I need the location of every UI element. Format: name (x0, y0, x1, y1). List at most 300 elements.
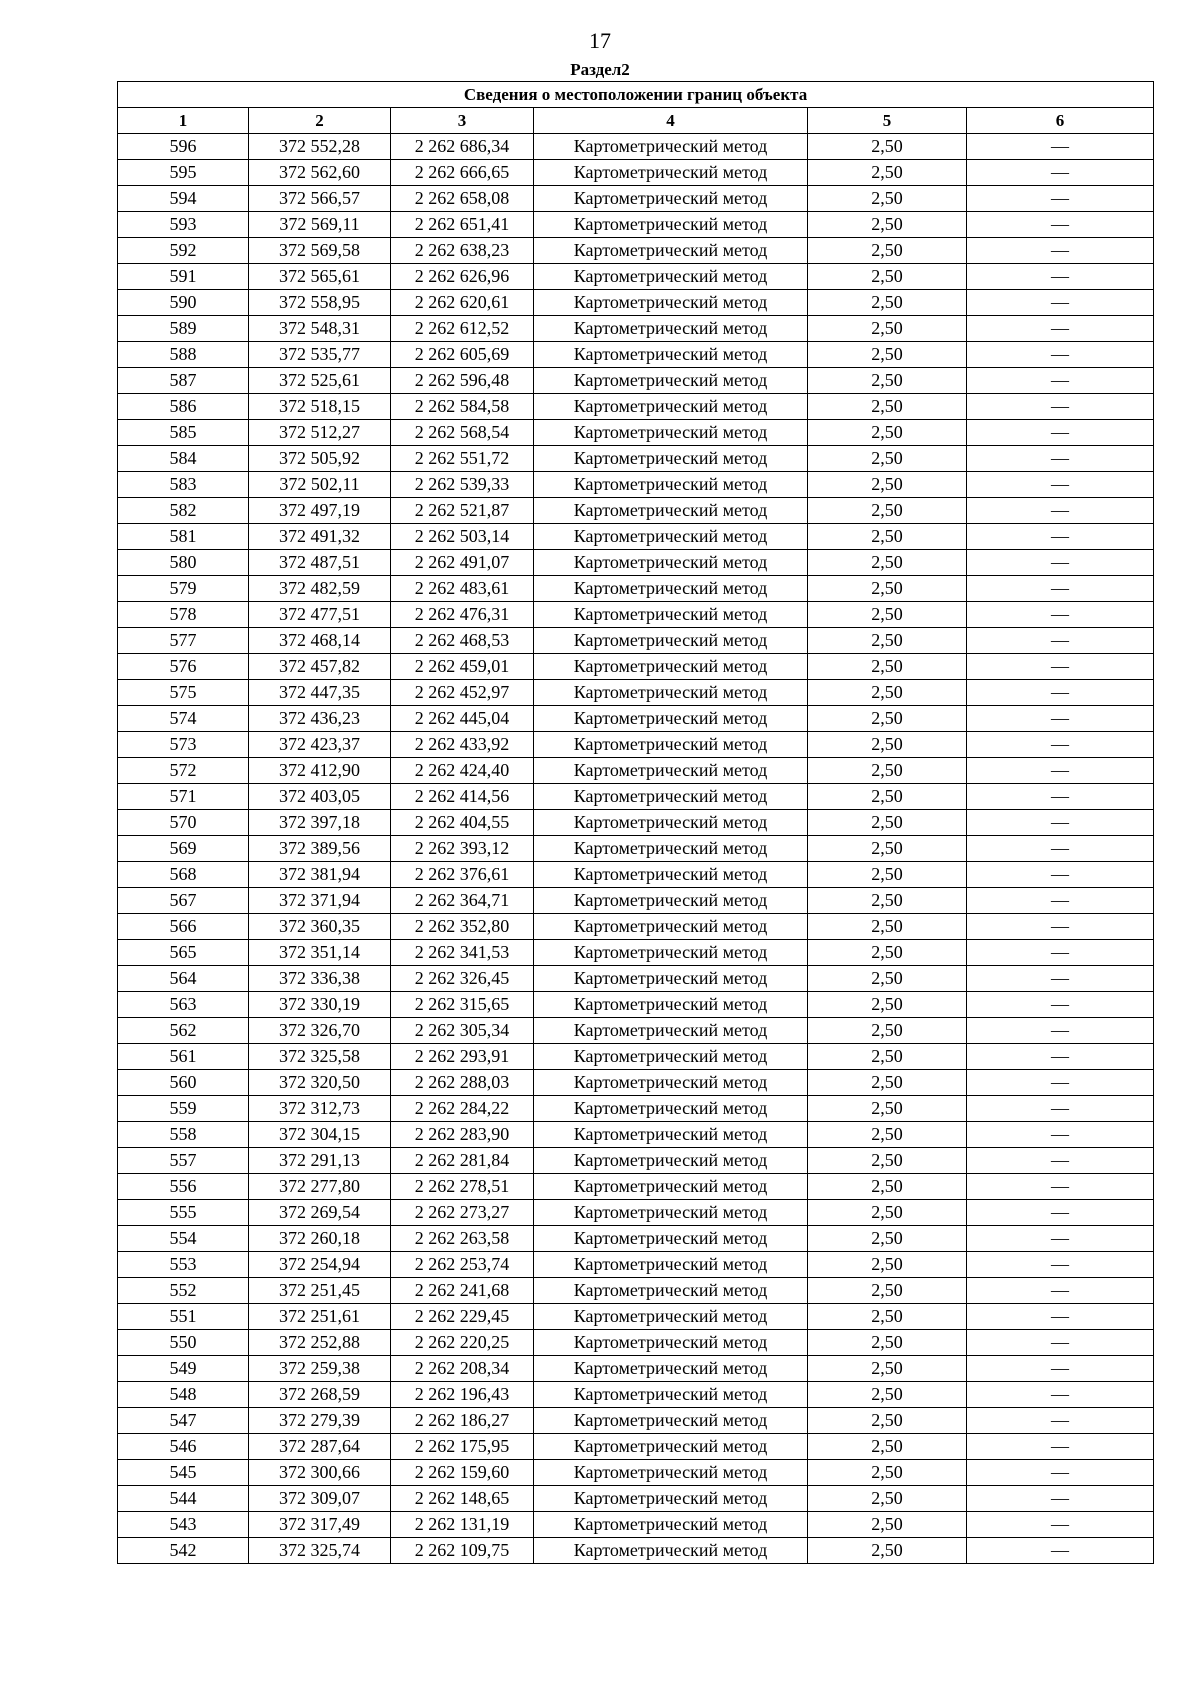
note-cell: — (967, 940, 1154, 966)
accuracy-cell: 2,50 (808, 602, 967, 628)
point-number-cell: 594 (118, 186, 249, 212)
accuracy-cell: 2,50 (808, 1044, 967, 1070)
table-row (118, 1486, 1154, 1512)
note-cell: — (967, 524, 1154, 550)
y-coordinate-cell: 2 262 521,87 (391, 498, 534, 524)
accuracy-cell: 2,50 (808, 1226, 967, 1252)
table-row (118, 134, 1154, 160)
x-coordinate-cell: 372 381,94 (249, 862, 391, 888)
table-row (118, 914, 1154, 940)
x-coordinate-cell: 372 569,58 (249, 238, 391, 264)
x-coordinate-cell: 372 518,15 (249, 394, 391, 420)
table-row (118, 1382, 1154, 1408)
table-row (118, 1200, 1154, 1226)
method-cell: Картометрический метод (534, 1070, 808, 1096)
y-coordinate-cell: 2 262 620,61 (391, 290, 534, 316)
method-cell: Картометрический метод (534, 758, 808, 784)
point-number-cell: 571 (118, 784, 249, 810)
table-row (118, 576, 1154, 602)
y-coordinate-cell: 2 262 612,52 (391, 316, 534, 342)
note-cell: — (967, 862, 1154, 888)
point-number-cell: 550 (118, 1330, 249, 1356)
method-cell: Картометрический метод (534, 1278, 808, 1304)
accuracy-cell: 2,50 (808, 758, 967, 784)
x-coordinate-cell: 372 512,27 (249, 420, 391, 446)
table-row (118, 1434, 1154, 1460)
y-coordinate-cell: 2 262 503,14 (391, 524, 534, 550)
note-cell: — (967, 550, 1154, 576)
table-row (118, 602, 1154, 628)
note-cell: — (967, 706, 1154, 732)
accuracy-cell: 2,50 (808, 888, 967, 914)
accuracy-cell: 2,50 (808, 472, 967, 498)
table-row (118, 420, 1154, 446)
note-cell: — (967, 758, 1154, 784)
page-number: 17 (589, 28, 611, 53)
method-cell: Картометрический метод (534, 550, 808, 576)
note-cell: — (967, 264, 1154, 290)
table-row (118, 394, 1154, 420)
y-coordinate-cell: 2 262 278,51 (391, 1174, 534, 1200)
accuracy-cell: 2,50 (808, 160, 967, 186)
accuracy-cell: 2,50 (808, 992, 967, 1018)
point-number-cell: 586 (118, 394, 249, 420)
note-cell: — (967, 1304, 1154, 1330)
y-coordinate-cell: 2 262 596,48 (391, 368, 534, 394)
x-coordinate-cell: 372 268,59 (249, 1382, 391, 1408)
note-cell: — (967, 186, 1154, 212)
point-number-cell: 543 (118, 1512, 249, 1538)
table-caption: Сведения о местоположении границ объекта (118, 82, 1154, 108)
y-coordinate-cell: 2 262 229,45 (391, 1304, 534, 1330)
y-coordinate-cell: 2 262 445,04 (391, 706, 534, 732)
point-number-cell: 546 (118, 1434, 249, 1460)
x-coordinate-cell: 372 482,59 (249, 576, 391, 602)
method-cell: Картометрический метод (534, 1018, 808, 1044)
note-cell: — (967, 1018, 1154, 1044)
note-cell: — (967, 342, 1154, 368)
x-coordinate-cell: 372 502,11 (249, 472, 391, 498)
table-row (118, 524, 1154, 550)
accuracy-cell: 2,50 (808, 862, 967, 888)
point-number-cell: 547 (118, 1408, 249, 1434)
table-row (118, 1174, 1154, 1200)
x-coordinate-cell: 372 326,70 (249, 1018, 391, 1044)
table-row (118, 940, 1154, 966)
note-cell: — (967, 654, 1154, 680)
method-cell: Картометрический метод (534, 1044, 808, 1070)
note-cell: — (967, 1226, 1154, 1252)
y-coordinate-cell: 2 262 424,40 (391, 758, 534, 784)
table-row (118, 472, 1154, 498)
point-number-cell: 563 (118, 992, 249, 1018)
accuracy-cell: 2,50 (808, 1070, 967, 1096)
y-coordinate-cell: 2 262 376,61 (391, 862, 534, 888)
y-coordinate-cell: 2 262 476,31 (391, 602, 534, 628)
column-header: 5 (808, 108, 967, 134)
y-coordinate-cell: 2 262 651,41 (391, 212, 534, 238)
method-cell: Картометрический метод (534, 394, 808, 420)
note-cell: — (967, 498, 1154, 524)
method-cell: Картометрический метод (534, 1356, 808, 1382)
y-coordinate-cell: 2 262 584,58 (391, 394, 534, 420)
table-row (118, 810, 1154, 836)
accuracy-cell: 2,50 (808, 1330, 967, 1356)
accuracy-cell: 2,50 (808, 1122, 967, 1148)
x-coordinate-cell: 372 436,23 (249, 706, 391, 732)
point-number-cell: 588 (118, 342, 249, 368)
method-cell: Картометрический метод (534, 654, 808, 680)
table-body (118, 134, 1154, 1564)
method-cell: Картометрический метод (534, 1538, 808, 1564)
note-cell: — (967, 420, 1154, 446)
x-coordinate-cell: 372 252,88 (249, 1330, 391, 1356)
accuracy-cell: 2,50 (808, 1486, 967, 1512)
column-header: 4 (534, 108, 808, 134)
x-coordinate-cell: 372 312,73 (249, 1096, 391, 1122)
accuracy-cell: 2,50 (808, 836, 967, 862)
y-coordinate-cell: 2 262 305,34 (391, 1018, 534, 1044)
x-coordinate-cell: 372 300,66 (249, 1460, 391, 1486)
table-caption-row (118, 82, 1154, 108)
table-row (118, 368, 1154, 394)
point-number-cell: 576 (118, 654, 249, 680)
x-coordinate-cell: 372 291,13 (249, 1148, 391, 1174)
y-coordinate-cell: 2 262 352,80 (391, 914, 534, 940)
x-coordinate-cell: 372 309,07 (249, 1486, 391, 1512)
note-cell: — (967, 1434, 1154, 1460)
table-row (118, 1148, 1154, 1174)
point-number-cell: 592 (118, 238, 249, 264)
note-cell: — (967, 628, 1154, 654)
x-coordinate-cell: 372 325,74 (249, 1538, 391, 1564)
table-row (118, 1512, 1154, 1538)
note-cell: — (967, 836, 1154, 862)
note-cell: — (967, 1460, 1154, 1486)
x-coordinate-cell: 372 403,05 (249, 784, 391, 810)
note-cell: — (967, 1252, 1154, 1278)
y-coordinate-cell: 2 262 605,69 (391, 342, 534, 368)
note-cell: — (967, 1538, 1154, 1564)
table-row (118, 680, 1154, 706)
x-coordinate-cell: 372 552,28 (249, 134, 391, 160)
x-coordinate-cell: 372 277,80 (249, 1174, 391, 1200)
note-cell: — (967, 1512, 1154, 1538)
table-row (118, 550, 1154, 576)
point-number-cell: 593 (118, 212, 249, 238)
note-cell: — (967, 1278, 1154, 1304)
point-number-cell: 589 (118, 316, 249, 342)
y-coordinate-cell: 2 262 459,01 (391, 654, 534, 680)
accuracy-cell: 2,50 (808, 238, 967, 264)
table-row (118, 784, 1154, 810)
note-cell: — (967, 680, 1154, 706)
x-coordinate-cell: 372 269,54 (249, 1200, 391, 1226)
y-coordinate-cell: 2 262 452,97 (391, 680, 534, 706)
y-coordinate-cell: 2 262 208,34 (391, 1356, 534, 1382)
table-row (118, 1252, 1154, 1278)
x-coordinate-cell: 372 548,31 (249, 316, 391, 342)
point-number-cell: 595 (118, 160, 249, 186)
method-cell: Картометрический метод (534, 914, 808, 940)
x-coordinate-cell: 372 304,15 (249, 1122, 391, 1148)
method-cell: Картометрический метод (534, 888, 808, 914)
x-coordinate-cell: 372 320,50 (249, 1070, 391, 1096)
accuracy-cell: 2,50 (808, 628, 967, 654)
accuracy-cell: 2,50 (808, 1382, 967, 1408)
x-coordinate-cell: 372 487,51 (249, 550, 391, 576)
method-cell: Картометрический метод (534, 1330, 808, 1356)
y-coordinate-cell: 2 262 196,43 (391, 1382, 534, 1408)
method-cell: Картометрический метод (534, 1148, 808, 1174)
point-number-cell: 567 (118, 888, 249, 914)
table-row (118, 836, 1154, 862)
y-coordinate-cell: 2 262 186,27 (391, 1408, 534, 1434)
x-coordinate-cell: 372 412,90 (249, 758, 391, 784)
accuracy-cell: 2,50 (808, 524, 967, 550)
table-row (118, 290, 1154, 316)
method-cell: Картометрический метод (534, 966, 808, 992)
y-coordinate-cell: 2 262 468,53 (391, 628, 534, 654)
method-cell: Картометрический метод (534, 342, 808, 368)
table-row (118, 1538, 1154, 1564)
point-number-cell: 587 (118, 368, 249, 394)
note-cell: — (967, 134, 1154, 160)
note-cell: — (967, 1174, 1154, 1200)
x-coordinate-cell: 372 457,82 (249, 654, 391, 680)
table-row (118, 1044, 1154, 1070)
note-cell: — (967, 914, 1154, 940)
x-coordinate-cell: 372 251,45 (249, 1278, 391, 1304)
x-coordinate-cell: 372 477,51 (249, 602, 391, 628)
column-header: 1 (118, 108, 249, 134)
y-coordinate-cell: 2 262 483,61 (391, 576, 534, 602)
method-cell: Картометрический метод (534, 1122, 808, 1148)
point-number-cell: 569 (118, 836, 249, 862)
point-number-cell: 554 (118, 1226, 249, 1252)
point-number-cell: 572 (118, 758, 249, 784)
accuracy-cell: 2,50 (808, 1538, 967, 1564)
note-cell: — (967, 160, 1154, 186)
note-cell: — (967, 1070, 1154, 1096)
y-coordinate-cell: 2 262 638,23 (391, 238, 534, 264)
x-coordinate-cell: 372 287,64 (249, 1434, 391, 1460)
point-number-cell: 575 (118, 680, 249, 706)
note-cell: — (967, 732, 1154, 758)
point-number-cell: 566 (118, 914, 249, 940)
x-coordinate-cell: 372 468,14 (249, 628, 391, 654)
boundary-table (117, 81, 1154, 1564)
point-number-cell: 577 (118, 628, 249, 654)
y-coordinate-cell: 2 262 109,75 (391, 1538, 534, 1564)
accuracy-cell: 2,50 (808, 576, 967, 602)
table-row (118, 732, 1154, 758)
accuracy-cell: 2,50 (808, 316, 967, 342)
accuracy-cell: 2,50 (808, 966, 967, 992)
y-coordinate-cell: 2 262 159,60 (391, 1460, 534, 1486)
point-number-cell: 573 (118, 732, 249, 758)
note-cell: — (967, 1486, 1154, 1512)
y-coordinate-cell: 2 262 393,12 (391, 836, 534, 862)
method-cell: Картометрический метод (534, 602, 808, 628)
note-cell: — (967, 1122, 1154, 1148)
point-number-cell: 544 (118, 1486, 249, 1512)
method-cell: Картометрический метод (534, 524, 808, 550)
y-coordinate-cell: 2 262 686,34 (391, 134, 534, 160)
column-header: 6 (967, 108, 1154, 134)
x-coordinate-cell: 372 251,61 (249, 1304, 391, 1330)
y-coordinate-cell: 2 262 175,95 (391, 1434, 534, 1460)
accuracy-cell: 2,50 (808, 1174, 967, 1200)
table-row (118, 1408, 1154, 1434)
y-coordinate-cell: 2 262 414,56 (391, 784, 534, 810)
note-cell: — (967, 446, 1154, 472)
x-coordinate-cell: 372 260,18 (249, 1226, 391, 1252)
point-number-cell: 591 (118, 264, 249, 290)
x-coordinate-cell: 372 254,94 (249, 1252, 391, 1278)
table-row (118, 160, 1154, 186)
accuracy-cell: 2,50 (808, 186, 967, 212)
method-cell: Картометрический метод (534, 186, 808, 212)
accuracy-cell: 2,50 (808, 342, 967, 368)
accuracy-cell: 2,50 (808, 1018, 967, 1044)
method-cell: Картометрический метод (534, 680, 808, 706)
note-cell: — (967, 810, 1154, 836)
method-cell: Картометрический метод (534, 940, 808, 966)
method-cell: Картометрический метод (534, 498, 808, 524)
x-coordinate-cell: 372 525,61 (249, 368, 391, 394)
x-coordinate-cell: 372 259,38 (249, 1356, 391, 1382)
point-number-cell: 565 (118, 940, 249, 966)
point-number-cell: 557 (118, 1148, 249, 1174)
point-number-cell: 542 (118, 1538, 249, 1564)
y-coordinate-cell: 2 262 220,25 (391, 1330, 534, 1356)
x-coordinate-cell: 372 491,32 (249, 524, 391, 550)
note-cell: — (967, 888, 1154, 914)
x-coordinate-cell: 372 351,14 (249, 940, 391, 966)
method-cell: Картометрический метод (534, 134, 808, 160)
point-number-cell: 562 (118, 1018, 249, 1044)
table-row (118, 1096, 1154, 1122)
table-row (118, 498, 1154, 524)
table-row (118, 264, 1154, 290)
x-coordinate-cell: 372 397,18 (249, 810, 391, 836)
table-header-row (118, 108, 1154, 134)
table-row (118, 1018, 1154, 1044)
point-number-cell: 590 (118, 290, 249, 316)
table-row (118, 1122, 1154, 1148)
note-cell: — (967, 472, 1154, 498)
table-row (118, 888, 1154, 914)
point-number-cell: 556 (118, 1174, 249, 1200)
method-cell: Картометрический метод (534, 732, 808, 758)
accuracy-cell: 2,50 (808, 1512, 967, 1538)
x-coordinate-cell: 372 447,35 (249, 680, 391, 706)
y-coordinate-cell: 2 262 131,19 (391, 1512, 534, 1538)
accuracy-cell: 2,50 (808, 1408, 967, 1434)
accuracy-cell: 2,50 (808, 446, 967, 472)
accuracy-cell: 2,50 (808, 290, 967, 316)
accuracy-cell: 2,50 (808, 368, 967, 394)
note-cell: — (967, 1408, 1154, 1434)
accuracy-cell: 2,50 (808, 1278, 967, 1304)
point-number-cell: 549 (118, 1356, 249, 1382)
method-cell: Картометрический метод (534, 1200, 808, 1226)
x-coordinate-cell: 372 569,11 (249, 212, 391, 238)
method-cell: Картометрический метод (534, 420, 808, 446)
method-cell: Картометрический метод (534, 1512, 808, 1538)
accuracy-cell: 2,50 (808, 1200, 967, 1226)
accuracy-cell: 2,50 (808, 810, 967, 836)
point-number-cell: 548 (118, 1382, 249, 1408)
method-cell: Картометрический метод (534, 576, 808, 602)
point-number-cell: 564 (118, 966, 249, 992)
y-coordinate-cell: 2 262 283,90 (391, 1122, 534, 1148)
accuracy-cell: 2,50 (808, 550, 967, 576)
y-coordinate-cell: 2 262 326,45 (391, 966, 534, 992)
table-row (118, 1356, 1154, 1382)
y-coordinate-cell: 2 262 364,71 (391, 888, 534, 914)
method-cell: Картометрический метод (534, 1226, 808, 1252)
note-cell: — (967, 1148, 1154, 1174)
point-number-cell: 584 (118, 446, 249, 472)
column-header: 3 (391, 108, 534, 134)
note-cell: — (967, 1200, 1154, 1226)
table-row (118, 862, 1154, 888)
note-cell: — (967, 576, 1154, 602)
x-coordinate-cell: 372 317,49 (249, 1512, 391, 1538)
accuracy-cell: 2,50 (808, 498, 967, 524)
y-coordinate-cell: 2 262 281,84 (391, 1148, 534, 1174)
method-cell: Картометрический метод (534, 862, 808, 888)
y-coordinate-cell: 2 262 568,54 (391, 420, 534, 446)
table-row (118, 1278, 1154, 1304)
note-cell: — (967, 290, 1154, 316)
accuracy-cell: 2,50 (808, 784, 967, 810)
point-number-cell: 559 (118, 1096, 249, 1122)
y-coordinate-cell: 2 262 626,96 (391, 264, 534, 290)
point-number-cell: 578 (118, 602, 249, 628)
y-coordinate-cell: 2 262 404,55 (391, 810, 534, 836)
method-cell: Картометрический метод (534, 628, 808, 654)
note-cell: — (967, 784, 1154, 810)
method-cell: Картометрический метод (534, 706, 808, 732)
x-coordinate-cell: 372 505,92 (249, 446, 391, 472)
accuracy-cell: 2,50 (808, 1252, 967, 1278)
accuracy-cell: 2,50 (808, 654, 967, 680)
point-number-cell: 579 (118, 576, 249, 602)
accuracy-cell: 2,50 (808, 264, 967, 290)
accuracy-cell: 2,50 (808, 914, 967, 940)
point-number-cell: 570 (118, 810, 249, 836)
method-cell: Картометрический метод (534, 472, 808, 498)
table-row (118, 628, 1154, 654)
y-coordinate-cell: 2 262 539,33 (391, 472, 534, 498)
point-number-cell: 582 (118, 498, 249, 524)
x-coordinate-cell: 372 497,19 (249, 498, 391, 524)
column-header: 2 (249, 108, 391, 134)
y-coordinate-cell: 2 262 148,65 (391, 1486, 534, 1512)
note-cell: — (967, 394, 1154, 420)
method-cell: Картометрический метод (534, 1096, 808, 1122)
table-row (118, 1226, 1154, 1252)
table-row (118, 706, 1154, 732)
y-coordinate-cell: 2 262 666,65 (391, 160, 534, 186)
point-number-cell: 555 (118, 1200, 249, 1226)
method-cell: Картометрический метод (534, 446, 808, 472)
x-coordinate-cell: 372 566,57 (249, 186, 391, 212)
method-cell: Картометрический метод (534, 1486, 808, 1512)
